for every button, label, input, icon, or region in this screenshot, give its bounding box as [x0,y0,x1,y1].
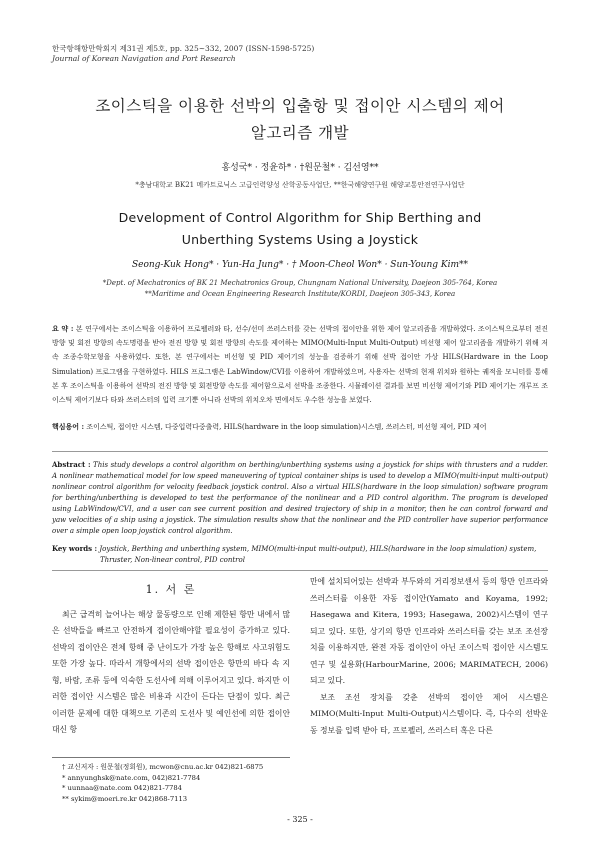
abstract-ko-text: 본 연구에서는 조이스틱을 이용하여 프로펠러와 타, 선수/선미 쓰러스터를 갖는 선박의 접이안을 위한 제어 알고리즘을 개발하였다. 조이스틱으로부터 전진 방향 및 회전 방향의 속도명령을 받아 전진 방향 및 회전 방향의 속도를 제어하는 MIMO(Multi-Input Multi-Output) 비선형 제어 알고리즘을 개발하기 위해 저속 조종수학모형을 사용하였다. 또한, 본 연구에서는 비선형 및 PID 제어기의 성능을 검증하기 위해 선박 접이안 가상 HILS(Hardware in the Loop Simulation) 프로그램을 구현하였다. HILS 프로그램은 LabWindow/CVI를 이용하여 개발하였으며, 사용자는 선박의 현재 위치와 원하는 궤적을 모니터를 통해 본 후 조이스틱을 이용하여 선박의 전진 방향 및 회전방향 속도를 제어함으로서 선박을 조종한다. 시뮬레이션 결과를 보면 비선형 제어기와 PID 제어기는 개루프 조이스틱 제어기보다 타와 쓰러스터의 입력 크기뿐 아니라 선박의 위치오차 면에서도 우수한 성능을 보였다. [52,325,549,405]
abstract-en-label: Abstract : [52,460,91,469]
affiliation-en-1: *Dept. of Mechatronics of BK 21 Mechatronics Group, Chungnam National University, Daejeon 305-764, Korea [102,279,498,287]
body-paragraph: 만에 설치되어있는 선박과 부두와의 거리정보센서 등의 항만 인프라와 쓰러스터를 이용한 자동 접이안(Yamato and Koyama, 1992; Hasegawa and Kitera, 1993; Hasegawa, 2002)시스템이 연구되고 있다. 또한, 상기의 항만 인프라와 쓰러스터를 갖는 보조 조선장치를 이용하지만, 완전 자동 접이안이 아닌 조이스틱 접이안 시스템도 연구 및 실용화(HarbourMarine, 2006; MARIMATECH, 2006) 되고 있다. [310,577,548,685]
journal-citation-ko: 한국항해항만학회지 제31권 제5호, pp. 325~332, 2007 (ISSN-1598-5725) [52,44,315,53]
footnote-rule [52,757,290,758]
keywords-en-label: Key words : [52,544,98,553]
title-en-line-2: Unberthing Systems Using a Joystick [181,232,419,247]
abstract-en [52,459,548,537]
divider-bottom [52,570,548,571]
footnote-email: * uunnaa@nate.com 042)821-7784 [62,784,183,792]
footnote-corresponding: † 교신저자 : 원문철(정회원), mcwon@cnu.ac.kr 042)821-6875 [62,763,264,771]
body-paragraph: 보조 조선 장치를 갖춘 선박의 접이안 제어 시스템은 MIMO(Multi-Input Multi-Output)시스템이다. 즉, 다수의 선박운동 정보를 입력 받아 타, 프로펠러, 쓰러스터 혹은 다른 [310,692,548,735]
footnotes [52,762,302,804]
keywords-en-text-cont: Thruster, Non-linear control, PID control [100,556,245,564]
column-left [52,580,290,739]
authors-en: Seong-Kuk Hong* · Yun-Ha Jung* · † Moon-Cheol Won* · Sun-Young Kim** [131,260,469,270]
body-paragraph: 최근 급격히 늘어나는 해상 물동량으로 인해 제한된 항만 내에서 많은 선박들을 빠르고 안전하게 접이안해야할 필요성이 증가하고 있다. 선박의 접이안은 전체 항해 중 난이도가 가장 높은 항해로 사고위험도 또한 가장 높다. 따라서 개항에서의 선박 접이안은 항만의 바다 속 지형, 바람, 조류 등에 익숙한 도선사에 의해 이루어지고 있다. 하지만 이러한 접이안 시스템은 많은 비용과 시간이 든다는 단점이 있다. 최근 이러한 문제에 대한 대책으로 기존의 도선사 및 예인선에 의한 접이안 대신 항 [52,609,290,734]
footnote-email: ** sykim@moeri.re.kr 042)868-7113 [62,794,188,803]
keywords-en [52,543,548,566]
keywords-ko [52,421,548,433]
keywords-ko-label: 핵심용어 : [52,422,85,431]
page-number: - 325 - [287,815,313,824]
affiliation-ko: *충남대학교 BK21 메카트로닉스 고급인력양성 산학공동사업단, **한국해양연구원 해양교통안전연구사업단 [135,181,465,189]
abstract-ko [52,322,548,407]
title-en-line-1: Development of Control Algorithm for Ship Berthing and [118,210,482,225]
journal-header [52,44,314,64]
keywords-en-text: Joystick, Berthing and unberthing system, MIMO(multi-input multi-output), HILS(hardware in the loop simulation) system, [99,545,537,553]
affiliation-en-2: **Maritime and Ocean Engineering Research Institute/KORDI, Daejeon 305-343, Korea [144,290,456,298]
journal-name-en: Journal of Korean Navigation and Port Research [52,54,236,63]
column-right [310,574,548,739]
title-ko-line-1: 조이스틱을 이용한 선박의 입출항 및 접이안 시스템의 제어 [95,97,505,115]
title-ko-line-2: 알고리즘 개발 [250,124,350,142]
footnote-email: * annyunghsk@nate.com, 042)821-7784 [62,773,201,782]
abstract-en-text: This study develops a control algorithm on berthing/unberthing systems using a joystick for ships with thrusters and a rudder. A nonlinear mathematical model for low speed maneuvering of typical container ships is used to develop a MIMO(multi-input multi-output) nonlinear control algorithm for velocity feedback joystick control. Also a virtual HILS(hardware in the loop simulation) software program for berthing/unberthing is developed to test the performance of the nonlinear and a PID control algorithm. The program is developed using LabWindow/CVI, and a user can see current position and desired trajectory of ship in a monitor, then he can control forward and yaw velocities of a ship using a joystick. The simulation results show that the nonlinear and the PID controller have superior performance over a simple open loop joystick control algorithm. [52,461,548,535]
abstract-ko-label: 요 약 : [52,324,74,333]
keywords-ko-text: 조이스틱, 접이안 시스템, 다중입력다중출력, HILS(hardware in the loop simulation)시스템, 쓰러스터, 비선형 제어, PID 제어 [86,423,487,431]
authors-ko: 홍성국* · 정윤하* · †원문철* · 김선영** [221,163,379,173]
divider-top [52,451,548,452]
section-title: 1. 서 론 [145,583,197,596]
